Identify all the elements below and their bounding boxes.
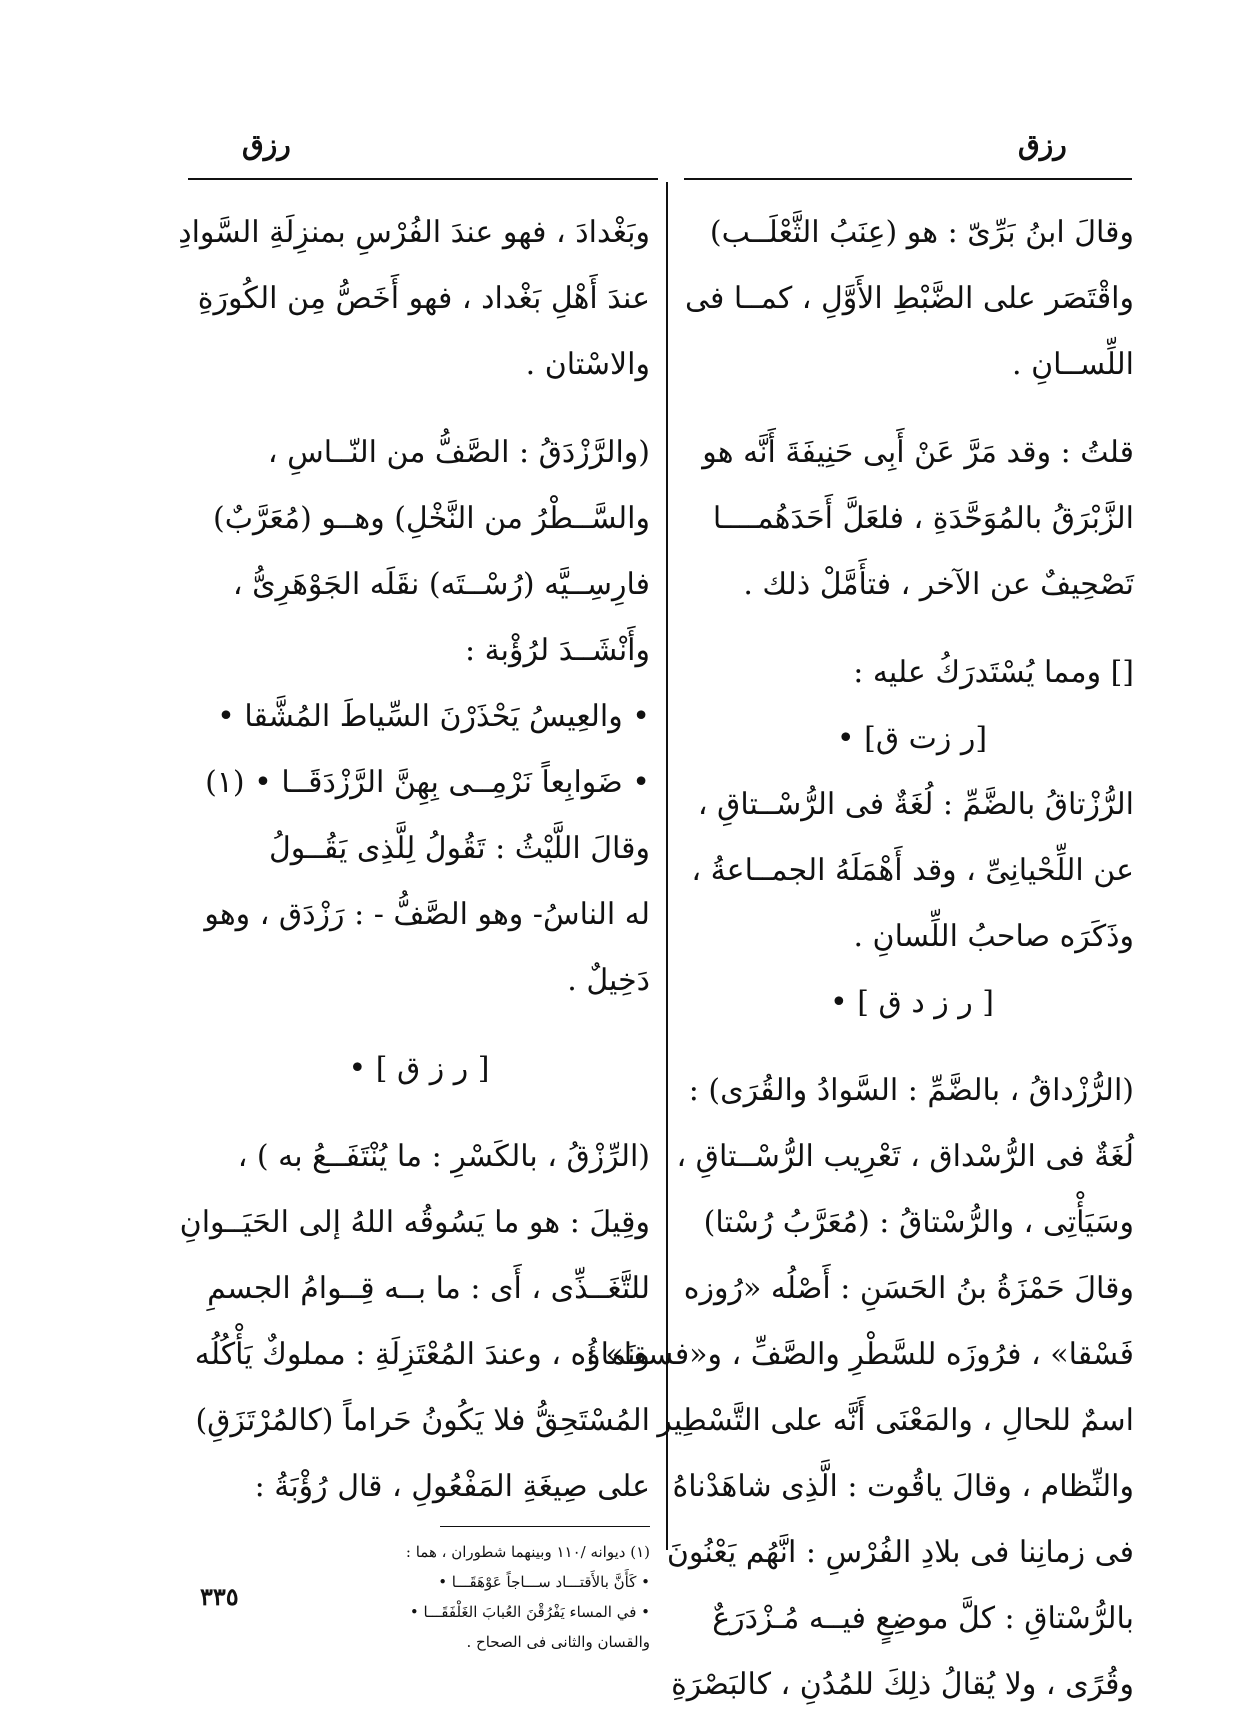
- text-line: [ر زت ق] •: [836, 721, 988, 756]
- text-line: [ ر ز ق ] •: [348, 1051, 490, 1086]
- text-line: والاسْتان .: [525, 347, 650, 382]
- text-line: للتَّغَــذِّى ، أَى : ما بــه قِــوامُ الجسمِ: [207, 1271, 650, 1306]
- text-line: واقْتَصَر على الضَّبْطِ الأَوَّلِ ، كمــا فى: [685, 281, 1134, 316]
- text-line: وقالَ حَمْزَةُ بنُ الحَسَنِ : أَصْلُه «رُوزه: [683, 1271, 1134, 1306]
- paragraph-gap: [690, 1036, 1134, 1058]
- text-line: له الناسُ- وهو الصَّفُّ - : رَزْدَق ، وهو: [204, 897, 650, 932]
- footnote-line: • في المساء يَفْرُقْنَ العُبابَ الغَلْفَقَـــا •: [409, 1603, 650, 1621]
- text-line: دَخِيلٌ .: [567, 963, 650, 998]
- text-line: عن اللِّحْيانِىِّ ، وقد أَهْمَلَهُ الجمــاعةُ ،: [691, 853, 1134, 888]
- text-line: تَصْحِيفٌ عن الآخر ، فتأَمَّلْ ذلك .: [743, 567, 1134, 602]
- running-head-right: رزق: [1018, 128, 1067, 161]
- text-line: وقالَ اللَّيْثُ : تَقُولُ لِلَّذِى يَقُــولُ: [269, 831, 650, 866]
- text-line: [ ر ز د ق ] •: [830, 985, 994, 1020]
- text-line: فَسْقا» ، فرُوزَه للسَّطْرِ والصَّفِّ ، و«فسقا» :: [585, 1337, 1134, 1372]
- text-line: وذَكَرَه صاحبُ اللِّسانِ .: [853, 919, 1134, 954]
- text-line: فى زمانِنا فى بلادِ الفُرْسِ : انَّهُم يَعْنُونَ: [666, 1535, 1134, 1570]
- footnote-line: والقسان والثانى فى الصحاح .: [466, 1633, 650, 1651]
- text-line: • ضَوابِعاً نَرْمِــى بِهِنَّ الرَّزْدَقَــا • (١): [205, 765, 650, 800]
- text-line: لُغَةٌ فى الرُّسْداق ، تَعْرِيب الرُّسْــتاقِ ،: [676, 1139, 1134, 1174]
- paragraph-gap: [188, 1102, 650, 1124]
- footnote-rule: [440, 1526, 650, 1527]
- text-line: [] ومما يُسْتَدرَكُ عليه :: [853, 655, 1134, 690]
- text-line: والسَّــطْرُ من النَّخْلِ) وهــو (مُعَرَّبٌ): [213, 501, 650, 536]
- paragraph-gap: [690, 618, 1134, 640]
- text-line: اللِّســانِ .: [1012, 347, 1134, 382]
- text-line: وقِيلَ : هو ما يَسُوقُه اللهُ إلى الحَيَــوانِ: [179, 1205, 650, 1240]
- text-line: الزَّبْرَقُ بالمُوَحَّدَةِ ، فلعَلَّ أَحَدَهُمــــا: [712, 501, 1134, 536]
- running-head-left: رزق: [242, 128, 291, 161]
- text-line: على صِيغَةِ المَفْعُولِ ، قال رُؤْبَةُ :: [254, 1469, 650, 1504]
- text-line: قلتُ : وقد مَرَّ عَنْ أَبِى حَنِيفَةَ أَنَّه هو: [702, 435, 1134, 470]
- text-line: المُسْتَحِقُّ فلا يَكُونُ حَراماً (كالمُرْتَزَقِ): [195, 1403, 650, 1438]
- text-line: (الرِّزْقُ ، بالكَسْرِ : ما يُنْتَفَــعُ به ) ،: [237, 1139, 650, 1174]
- paragraph-gap: [690, 398, 1134, 420]
- header-rule-right: [684, 178, 1132, 180]
- text-line: وأَنْشَــدَ لرُؤْبة :: [464, 633, 650, 668]
- text-line: وقالَ ابنُ بَرِّىّ : هو (عِنَبُ الثَّعْلَــب): [709, 215, 1134, 250]
- text-line: الرُّزْتاقُ بالضَّمِّ : لُغَةٌ فى الرُّسْــتاقِ ،: [697, 787, 1134, 822]
- text-line: (الرُّزْداقُ ، بالضَّمِّ : السَّوادُ والقُرَى) :: [688, 1073, 1134, 1108]
- text-line: وقُرًى ، ولا يُقالُ ذلِكَ للمُدُنِ ، كالبَصْرَةِ: [671, 1667, 1134, 1702]
- header-rule-left: [188, 178, 658, 180]
- left-column: [178, 200, 650, 1657]
- text-line: وسَيَأْتِى ، والرُّسْتاقُ : (مُعَرَّبُ رُسْتا): [703, 1205, 1134, 1240]
- text-line: فارِسِــيَّه (رُسْــتَه) نقَلَه الجَوْهَرِىُّ ،: [232, 567, 650, 602]
- text-line: ونَماؤُه ، وعندَ المُعْتَزِلَةِ : مملوكٌ يَأْكُلُه: [194, 1337, 650, 1372]
- paragraph-gap: [188, 1014, 650, 1036]
- text-line: بالرُّسْتاقِ : كلَّ موضِعٍ فيــه مُـزْدَرَعٌ: [712, 1601, 1134, 1636]
- paragraph-gap: [188, 398, 650, 420]
- text-line: وبَغْدادَ ، فهو عندَ الفُرْسِ بمنزِلَةِ السَّوادِ: [178, 215, 650, 250]
- footnote-line: (١) ديوانه /١١٠ وبينهما شطوران ، هما :: [405, 1543, 650, 1561]
- text-line: (والرَّزْدَقُ : الصَّفُّ من النّــاسِ ،: [267, 435, 650, 470]
- text-line: اسمٌ للحالِ ، والمَعْنَى أَنَّه على التَّسْطِير: [657, 1403, 1134, 1438]
- page-number: ٣٣٥: [200, 1582, 239, 1611]
- text-line: والنِّظام ، وقالَ ياقُوت : الَّذِى شاهَدْناهُ: [672, 1469, 1134, 1504]
- text-line: • والعِيسُ يَحْذَرْنَ السِّياطَ المُشَّقا •: [217, 699, 650, 734]
- footnote-line: • كَأَنَّ بالأَقتـــاد ســـاجاً عَوْهَقَـــا •: [438, 1573, 650, 1591]
- text-line: عندَ أَهْلِ بَغْداد ، فهو أَخَصُّ مِن الكُورَةِ: [197, 281, 650, 316]
